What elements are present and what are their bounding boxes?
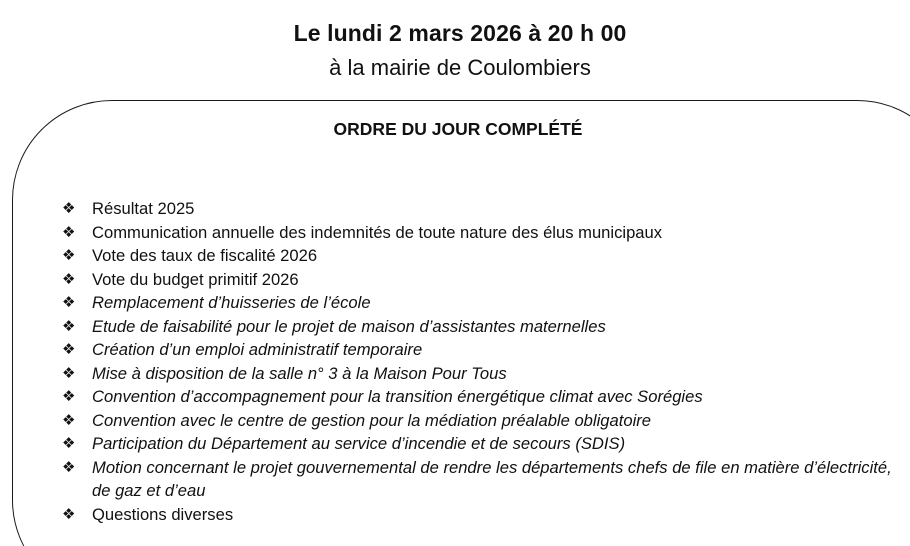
agenda-item	[62, 362, 892, 386]
agenda-item-text: Motion concernant le projet gouvernemental de rendre les départements chefs de file en matière d’électricité, de gaz et d’eau	[92, 457, 892, 500]
agenda-item-text: Remplacement d’huisseries de l’école	[92, 293, 371, 312]
agenda-item	[62, 291, 892, 315]
diamond-bullet-icon: ❖	[62, 316, 76, 335]
agenda-item	[62, 268, 892, 292]
diamond-bullet-icon: ❖	[62, 410, 76, 429]
diamond-bullet-icon: ❖	[62, 387, 76, 405]
agenda-item-text: Convention d’accompagnement pour la transition énergétique climat avec Sorégies	[92, 387, 703, 406]
meeting-place: à la mairie de Coulombiers	[329, 55, 591, 80]
agenda-item-text: Vote du budget primitif 2026	[92, 269, 299, 289]
agenda-item	[62, 503, 892, 527]
diamond-bullet-icon: ❖	[62, 293, 76, 311]
diamond-bullet-icon: ❖	[62, 504, 76, 523]
diamond-bullet-icon: ❖	[62, 269, 76, 288]
agenda-title: ORDRE DU JOUR COMPLÉTÉ	[333, 119, 583, 139]
agenda-item-text: Mise à disposition de la salle n° 3 à la Maison Pour Tous	[92, 363, 507, 383]
diamond-bullet-icon: ❖	[62, 363, 76, 382]
diamond-bullet-icon: ❖	[62, 246, 76, 264]
agenda-item	[62, 244, 892, 268]
agenda-item-text: Création d’un emploi administratif temporaire	[92, 340, 423, 359]
agenda-item-text: Etude de faisabilité pour le projet de maison d’assistantes maternelles	[92, 316, 606, 336]
agenda-item	[62, 409, 892, 433]
agenda-item	[62, 197, 892, 221]
agenda-list	[62, 197, 892, 526]
agenda-item-text: Convention avec le centre de gestion pour la médiation préalable obligatoire	[92, 410, 652, 430]
meeting-date: Le lundi 2 mars 2026 à 20 h 00	[293, 20, 627, 46]
agenda-item	[62, 456, 892, 503]
agenda-item	[62, 338, 892, 362]
diamond-bullet-icon: ❖	[62, 199, 76, 217]
agenda-item-text: Questions diverses	[92, 504, 234, 524]
agenda-item-text: Vote des taux de fiscalité 2026	[92, 246, 318, 265]
diamond-bullet-icon: ❖	[62, 222, 76, 241]
agenda-item	[62, 385, 892, 409]
agenda-item	[62, 221, 892, 245]
agenda-item-text: Communication annuelle des indemnités de toute nature des élus municipaux	[92, 222, 663, 242]
agenda-item-text: Participation du Département au service d’incendie et de secours (SDIS)	[92, 434, 626, 453]
diamond-bullet-icon: ❖	[62, 434, 76, 452]
agenda-item	[62, 315, 892, 339]
diamond-bullet-icon: ❖	[62, 340, 76, 358]
diamond-bullet-icon: ❖	[62, 457, 76, 476]
agenda-item-text: Résultat 2025	[92, 199, 195, 218]
agenda-item	[62, 432, 892, 456]
